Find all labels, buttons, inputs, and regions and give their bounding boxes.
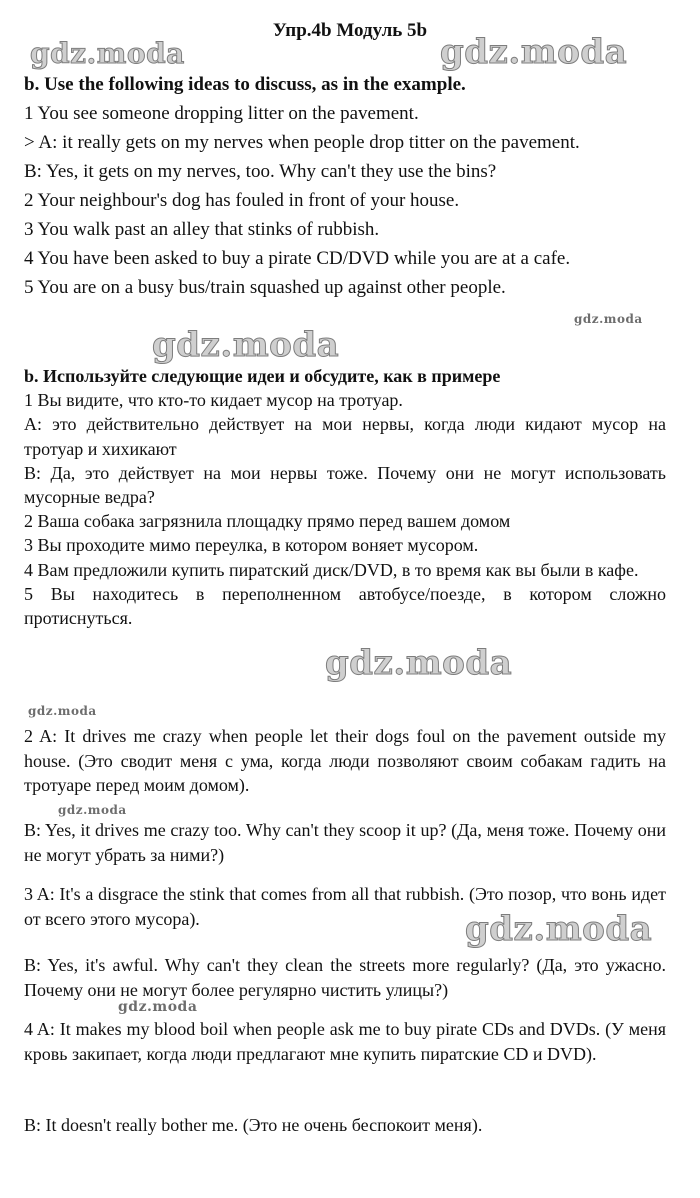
- watermark-logo: gdz.moda: [30, 37, 185, 70]
- russian-line: 1 Вы видите, что кто-то кидает мусор на тротуар.: [24, 390, 403, 411]
- english-heading: b. Use the following ideas to discuss, as in the example.: [24, 74, 466, 95]
- answer-block: [24, 953, 666, 1002]
- page-title: Упр.4b Модуль 5b: [272, 20, 428, 41]
- watermark-logo: gdz.moda: [152, 325, 340, 365]
- answer-paragraph: 2 A: It drives me crazy when people let their dogs foul on the pavement outside my house. (Это сводит меня с ума, когда люди позволяют своим собакам гадить на тротуаре перед моим домом).: [24, 726, 666, 795]
- english-line: 4 You have been asked to buy a pirate CD/DVD while you are at a cafe.: [24, 248, 571, 269]
- russian-line: 4 Вам предложили купить пиратский диск/DVD, в то время как вы были в кафе.: [24, 559, 639, 580]
- watermark-logo: gdz.moda: [465, 909, 653, 949]
- answer-block: [24, 1113, 666, 1138]
- russian-line: 2 Ваша собака загрязнила площадку прямо перед вашем домом: [24, 511, 511, 532]
- watermark-logo: gdz.moda: [118, 999, 198, 1015]
- english-line: B: Yes, it gets on my nerves, too. Why can't they use the bins?: [24, 161, 497, 182]
- answer-paragraph: 4 A: It makes my blood boil when people ask me to buy pirate CDs and DVDs. (У меня кровь закипает, когда люди предлагают мне купить пиратские CD и DVD).: [24, 1019, 666, 1064]
- answer-paragraph: 3 A: It's a disgrace the stink that comes from all that rubbish. (Это позор, что вонь идет от всего этого мусора).: [24, 884, 666, 929]
- english-line: 3 You walk past an alley that stinks of rubbish.: [24, 219, 380, 240]
- russian-heading: b. Используйте следующие идеи и обсудите, как в примере: [24, 366, 501, 386]
- english-line: 1 You see someone dropping litter on the pavement.: [24, 103, 419, 124]
- russian-line: 3 Вы проходите мимо переулка, в котором воняет мусором.: [24, 535, 479, 556]
- russian-exercise: [24, 364, 666, 630]
- watermark-logo: gdz.moda: [440, 32, 628, 72]
- answer-block: [24, 818, 666, 867]
- answer-paragraph: B: Yes, it's awful. Why can't they clean the streets more regularly? (Да, это ужасно. Почему они не могут более регулярно чистить улицы?): [24, 955, 666, 1000]
- watermark-logo: gdz.moda: [574, 312, 643, 326]
- russian-line: 5 Вы находитесь в переполненном автобусе/поезде, в котором сложно протиснуться.: [24, 583, 666, 629]
- answer-block: [24, 724, 666, 798]
- watermark-logo: gdz.moda: [325, 643, 513, 683]
- english-line: 2 Your neighbour's dog has fouled in front of your house.: [24, 190, 460, 211]
- english-exercise: [24, 70, 666, 302]
- russian-line: A: это действительно действует на мои нервы, когда люди кидают мусор на тротуар и хихикают: [24, 414, 666, 459]
- english-line: > A: it really gets on my nerves when people drop titter on the pavement.: [24, 132, 580, 153]
- answer-paragraph: B: It doesn't really bother me. (Это не очень беспокоит меня).: [24, 1115, 483, 1135]
- answer-paragraph: B: Yes, it drives me crazy too. Why can't they scoop it up? (Да, меня тоже. Почему они не могут убрать за ними?): [24, 820, 666, 865]
- watermark-logo: gdz.moda: [58, 803, 127, 817]
- russian-line: B: Да, это действует на мои нервы тоже. Почему они не могут использовать мусорные ведра?: [24, 462, 666, 508]
- answer-block: [24, 1017, 666, 1066]
- watermark-logo: gdz.moda: [28, 704, 97, 718]
- english-line: 5 You are on a busy bus/train squashed up against other people.: [24, 277, 506, 298]
